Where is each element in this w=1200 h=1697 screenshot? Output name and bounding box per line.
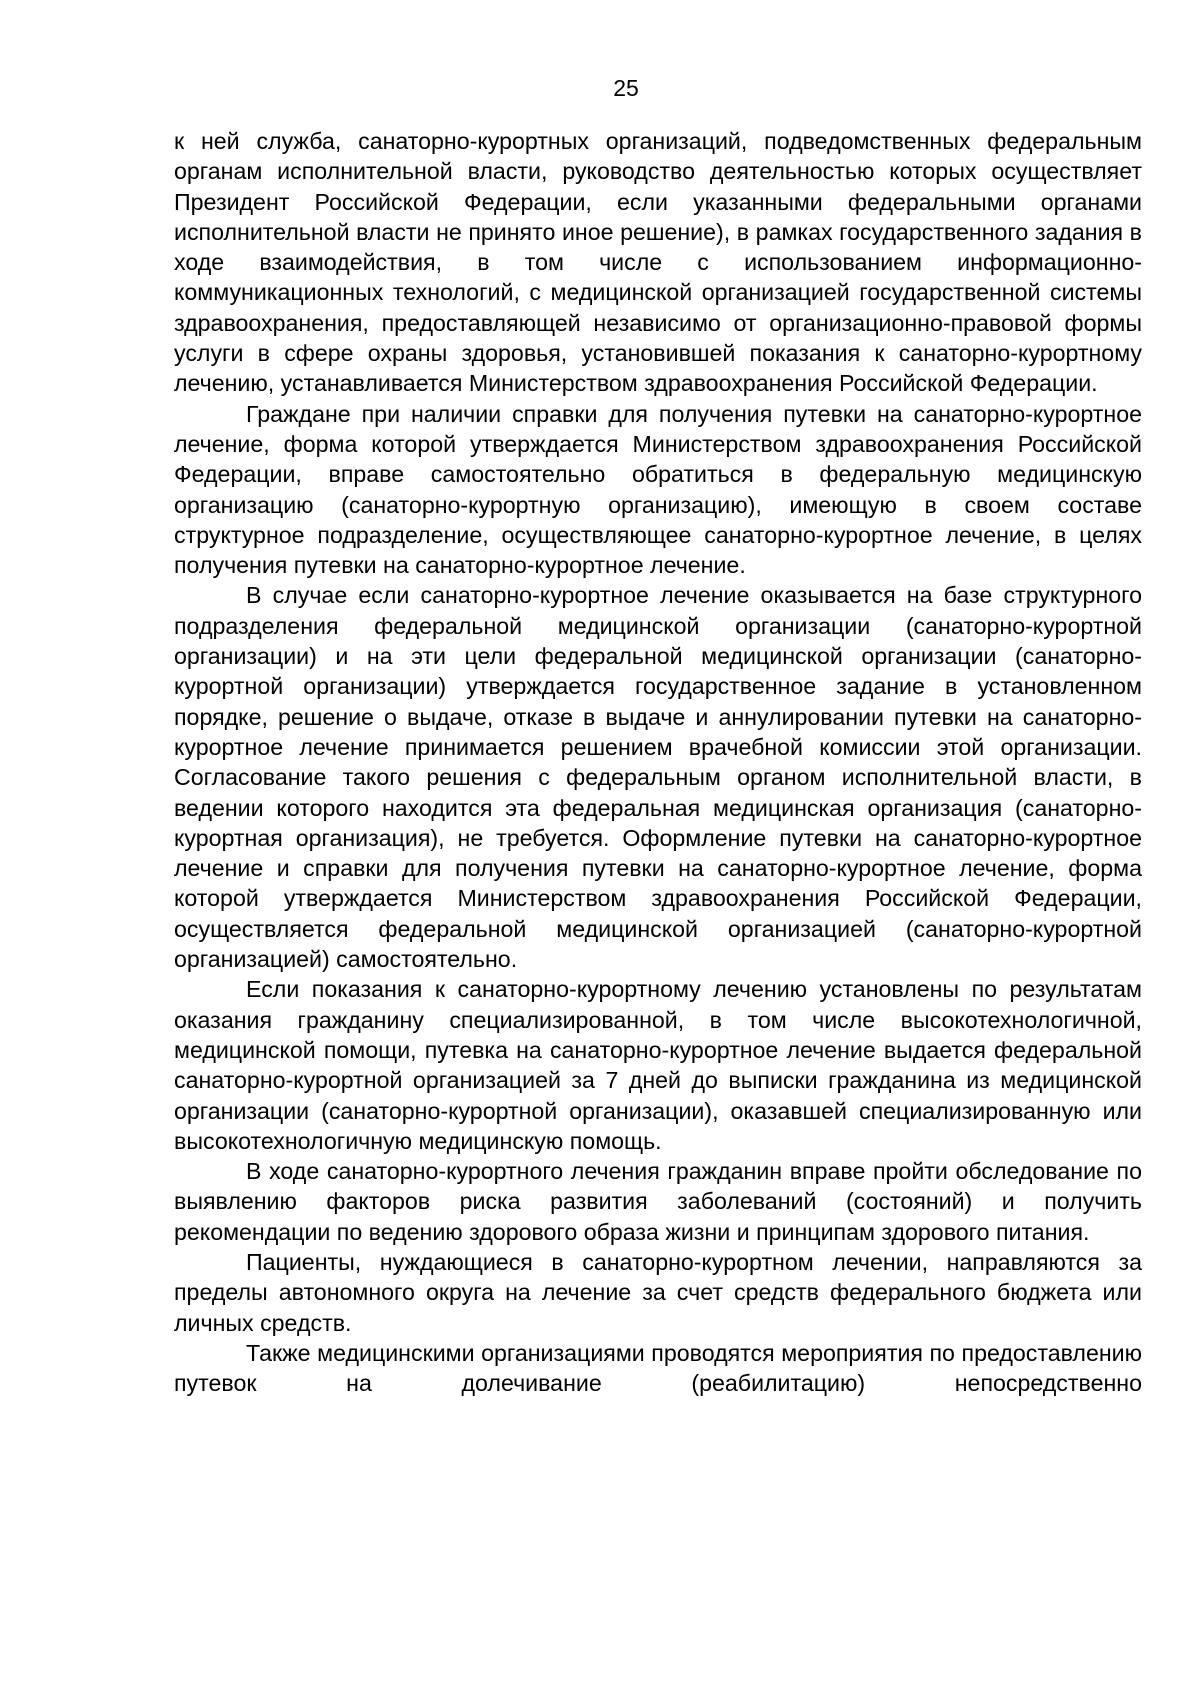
- paragraph: Граждане при наличии справки для получения путевки на санаторно-курортное лечение, форма которой утверждается Министерством здравоохранения Российской Федерации, вправе самостоятельно обратиться в федеральную медицинскую организацию (санаторно-курортную организацию), имеющую в своем составе структурное подразделение, осуществляющее санаторно-курортное лечение, в целях получения путевки на санаторно-курортное лечение.: [174, 400, 1142, 579]
- paragraph-continuation: к ней служба, санаторно-курортных организаций, подведомственных федеральным органам исполнительной власти, руководство деятельностью которых осуществляет Президент Российской Федерации, если указанными федеральными органами исполнительной власти не принято иное решение), в рамках государственного задания в ходе взаимодействия, в том числе с использованием информационно-коммуникационных технологий, с медицинской организацией государственной системы здравоохранения, предоставляющей независимо от организационно-правовой формы услуги в сфере охраны здоровья, установившей показания к санаторно-курортному лечению, устанавливается Министерством здравоохранения Российской Федерации.: [174, 128, 1142, 397]
- page-number: 25: [613, 75, 639, 101]
- paragraph: В случае если санаторно-курортное лечение оказывается на базе структурного подразделения федеральной медицинской организации (санаторно-курортной организации) и на эти цели федеральной медицинской организации (санаторно-курортной организации) утверждается государственное задание в установленном порядке, решение о выдаче, отказе в выдаче и аннулировании путевки на санаторно-курортное лечение принимается решением врачебной комиссии этой организации. Согласование такого решения с федеральным органом исполнительной власти, в ведении которого находится эта федеральная медицинская организация (санаторно-курортная организация), не требуется. Оформление путевки на санаторно-курортное лечение и справки для получения путевки на санаторно-курортное лечение, форма которой утверждается Министерством здравоохранения Российской Федерации, осуществляется федеральной медицинской организацией (санаторно-курортной организацией) самостоятельно.: [174, 582, 1142, 973]
- paragraph: В ходе санаторно-курортного лечения гражданин вправе пройти обследование по выявлению факторов риска развития заболеваний (состояний) и получить рекомендации по ведению здорового образа жизни и принципам здорового питания.: [174, 1158, 1142, 1245]
- paragraph-continued-next-page: Также медицинскими организациями проводятся мероприятия по предоставлению путевок на долечивание (реабилитацию) непосредственно: [174, 1339, 1142, 1397]
- document-body: [174, 126, 1142, 1398]
- paragraph: Пациенты, нуждающиеся в санаторно-курортном лечении, направляются за пределы автономного округа на лечение за счет средств федерального бюджета или личных средств.: [174, 1248, 1142, 1336]
- paragraph: Если показания к санаторно-курортному лечению установлены по результатам оказания гражданину специализированной, в том числе высокотехнологичной, медицинской помощи, путевка на санаторно-курортное лечение выдается федеральной санаторно-курортной организацией за 7 дней до выписки гражданина из медицинской организации (санаторно-курортной организации), оказавшей специализированную или высокотехнологичную медицинскую помощь.: [174, 976, 1142, 1154]
